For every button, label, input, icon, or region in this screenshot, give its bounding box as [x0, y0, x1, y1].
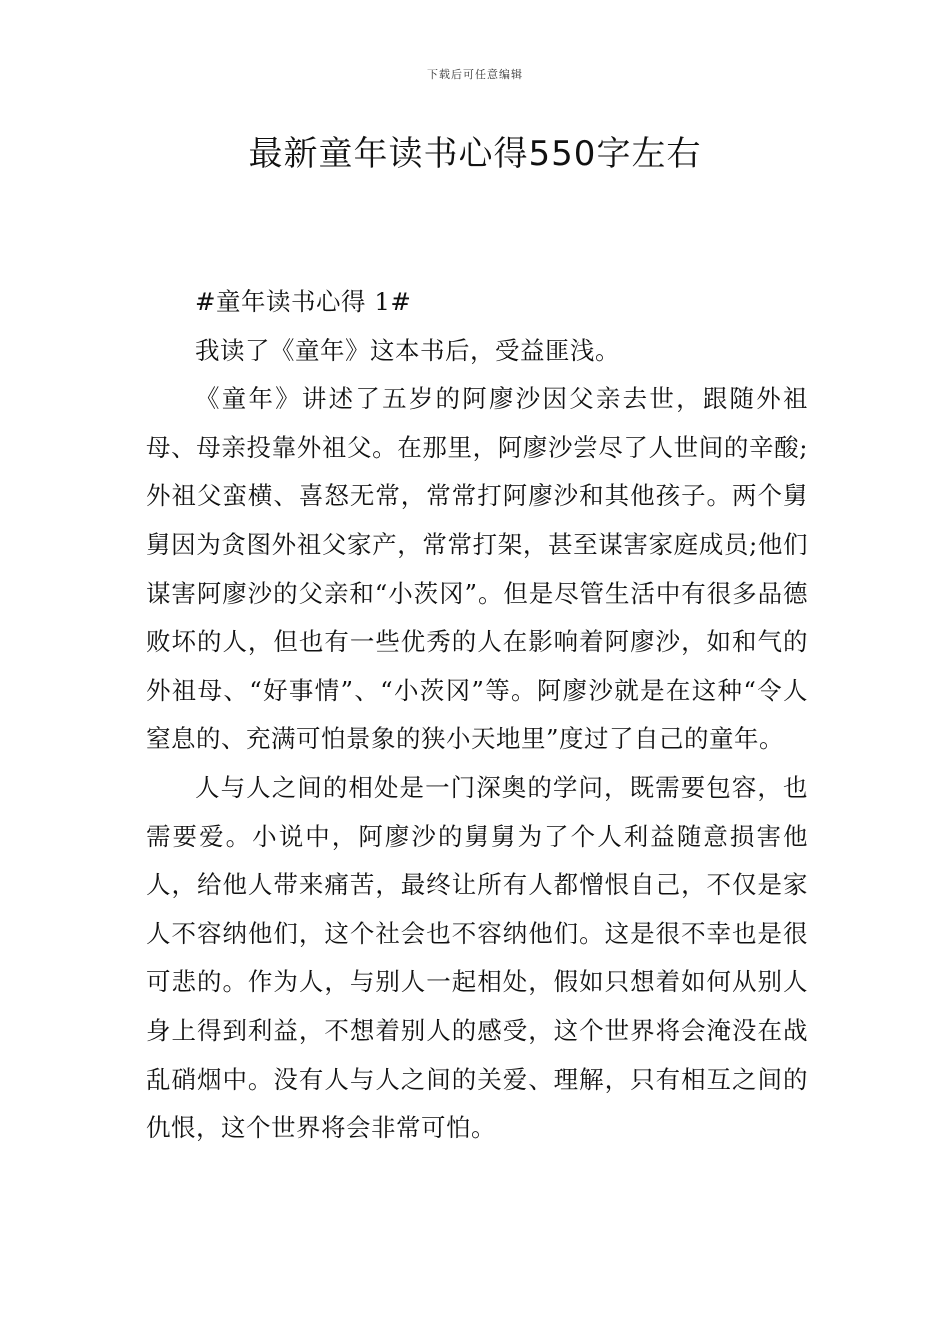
- paragraph-reflection: 人与人之间的相处是一门深奥的学问，既需要包容，也需要爱。小说中，阿廖沙的舅舅为了个人利益随意损害他人，给他人带来痛苦，最终让所有人都憎恨自己，不仅是家人不容纳他们，这个社会也不容纳他们。这是很不幸也是很可悲的。作为人，与别人一起相处，假如只想着如何从别人身上得到利益，不想着别人的感受，这个世界将会淹没在战乱硝烟中。没有人与人之间的关爱、理解，只有相互之间的仇恨，这个世界将会非常可怕。: [146, 772, 808, 1143]
- header-note: 下载后可任意编辑: [427, 68, 523, 81]
- document-body: [146, 278, 808, 1153]
- paragraph-summary: 《童年》讲述了五岁的阿廖沙因父亲去世，跟随外祖母、母亲投靠外祖父。在那里，阿廖沙尝尽了人世间的辛酸;外祖父蛮横、喜怒无常，常常打阿廖沙和其他孩子。两个舅舅因为贪图外祖父家产，常常打架，甚至谋害家庭成员;他们谋害阿廖沙的父亲和“小茨冈”。但是尽管生活中有很多品德败坏的人，但也有一些优秀的人在影响着阿廖沙，如和气的外祖母、“好事情”、“小茨冈”等。阿廖沙就是在这种“令人窒息的、充满可怕景象的狭小天地里”度过了自己的童年。: [146, 384, 808, 754]
- paragraph-intro: 我读了《童年》这本书后，受益匪浅。: [195, 335, 620, 365]
- section-heading: #童年读书心得 1#: [195, 287, 412, 316]
- document-title: 最新童年读书心得550字左右: [248, 134, 702, 174]
